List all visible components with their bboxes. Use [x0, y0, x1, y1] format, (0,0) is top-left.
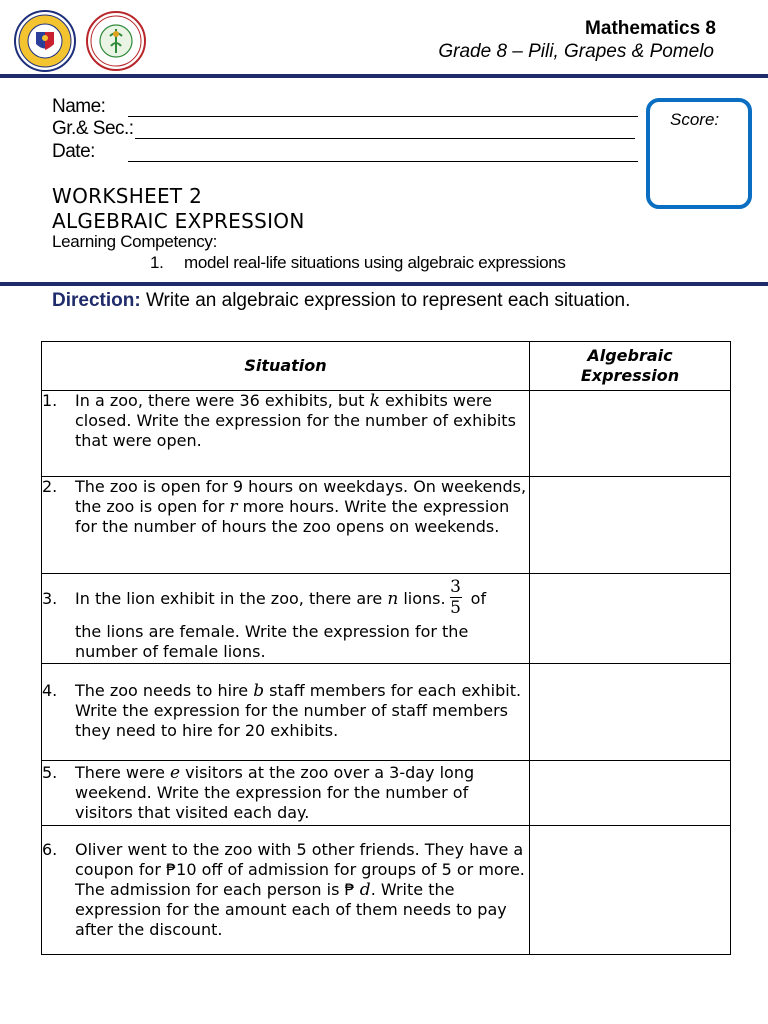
situation-text-continued: the lions are female. Write the expression for the number of female lions.	[75, 622, 469, 661]
variable: b	[253, 681, 265, 701]
variable: k	[369, 391, 380, 411]
table-header-row	[42, 342, 731, 391]
answer-cell[interactable]	[530, 391, 731, 477]
item-number: 1.	[42, 391, 58, 410]
item-number: 6.	[42, 840, 58, 859]
worksheet-table	[41, 341, 731, 955]
subject-title: Mathematics 8	[585, 18, 716, 39]
table-row	[42, 477, 731, 574]
variable: r	[229, 497, 238, 517]
situation-text: There were e visitors at the zoo over a 3-day long weekend. Write the expression for the number of visitors that visited each day.	[75, 763, 475, 822]
situation-text: The zoo needs to hire b staff members for each exhibit. Write the expression for the number of staff members they need to hire for 20 exhibits.	[75, 681, 522, 740]
situation-text: In the lion exhibit in the zoo, there are n lions. $\frac{3}{5}$ of	[75, 577, 487, 618]
situation-text: The zoo is open for 9 hours on weekdays. On weekends, the zoo is open for r more hours. Write the expression for the number of hours the zoo opens on weekends.	[75, 477, 527, 536]
answer-cell[interactable]	[530, 761, 731, 826]
date-label: Date:	[52, 141, 95, 162]
situation-text: Oliver went to the zoo with 5 other friends. They have a coupon for ₱10 off of admission for groups of 5 or more. The admission for each person is ₱ d. Write the expression for the amount each of them needs to pay after the discount.	[75, 840, 525, 939]
item-number: 3.	[42, 589, 58, 608]
section-divider	[0, 282, 768, 286]
situation-cell	[42, 761, 530, 826]
section-field[interactable]	[135, 138, 635, 139]
direction-label: Direction:	[52, 290, 141, 311]
item-number: 4.	[42, 681, 58, 700]
situation-cell	[42, 664, 530, 761]
fraction-denominator: 5	[450, 598, 461, 618]
date-field[interactable]	[128, 161, 638, 162]
answer-cell[interactable]	[530, 574, 731, 664]
header-divider	[0, 74, 768, 78]
item-number: 2.	[42, 477, 58, 496]
situation-cell	[42, 391, 530, 477]
table-row	[42, 761, 731, 826]
score-label: Score:	[670, 110, 720, 129]
answer-cell[interactable]	[530, 826, 731, 955]
competency-label: Learning Competency:	[52, 232, 218, 251]
worksheet-subtitle: ALGEBRAIC EXPRESSION	[52, 209, 305, 233]
section-label: Gr.& Sec.:	[52, 118, 134, 139]
variable: d	[359, 880, 371, 900]
answer-cell[interactable]	[530, 664, 731, 761]
table-row	[42, 664, 731, 761]
direction-body: Write an algebraic expression to represent each situation.	[140, 290, 631, 311]
worksheet-title: WORKSHEET 2	[52, 184, 203, 208]
fraction	[450, 578, 462, 617]
table-row	[42, 391, 731, 477]
table-row	[42, 574, 731, 664]
variable: e	[170, 763, 181, 783]
school-seal-logo	[86, 10, 146, 72]
grade-sections: Grade 8 – Pili, Grapes & Pomelo	[438, 41, 714, 62]
name-field[interactable]	[128, 116, 638, 117]
answer-cell[interactable]	[530, 477, 731, 574]
table-row	[42, 826, 731, 955]
item-number: 5.	[42, 763, 58, 782]
situation-cell	[42, 574, 530, 664]
header-situation: Situation	[42, 342, 530, 391]
header-algebraic-expression: Algebraic Expression	[530, 342, 731, 391]
variable: n	[387, 589, 399, 609]
situation-cell	[42, 477, 530, 574]
direction-text	[52, 290, 630, 312]
fraction-numerator: 3	[450, 577, 461, 597]
name-label: Name:	[52, 96, 106, 117]
situation-cell	[42, 826, 530, 955]
deped-seal-logo	[14, 10, 76, 72]
competency-number: 1.	[150, 253, 164, 272]
competency-text: model real-life situations using algebraic expressions	[184, 253, 566, 272]
situation-text: In a zoo, there were 36 exhibits, but k exhibits were closed. Write the expression for the number of exhibits that were open.	[75, 391, 516, 450]
